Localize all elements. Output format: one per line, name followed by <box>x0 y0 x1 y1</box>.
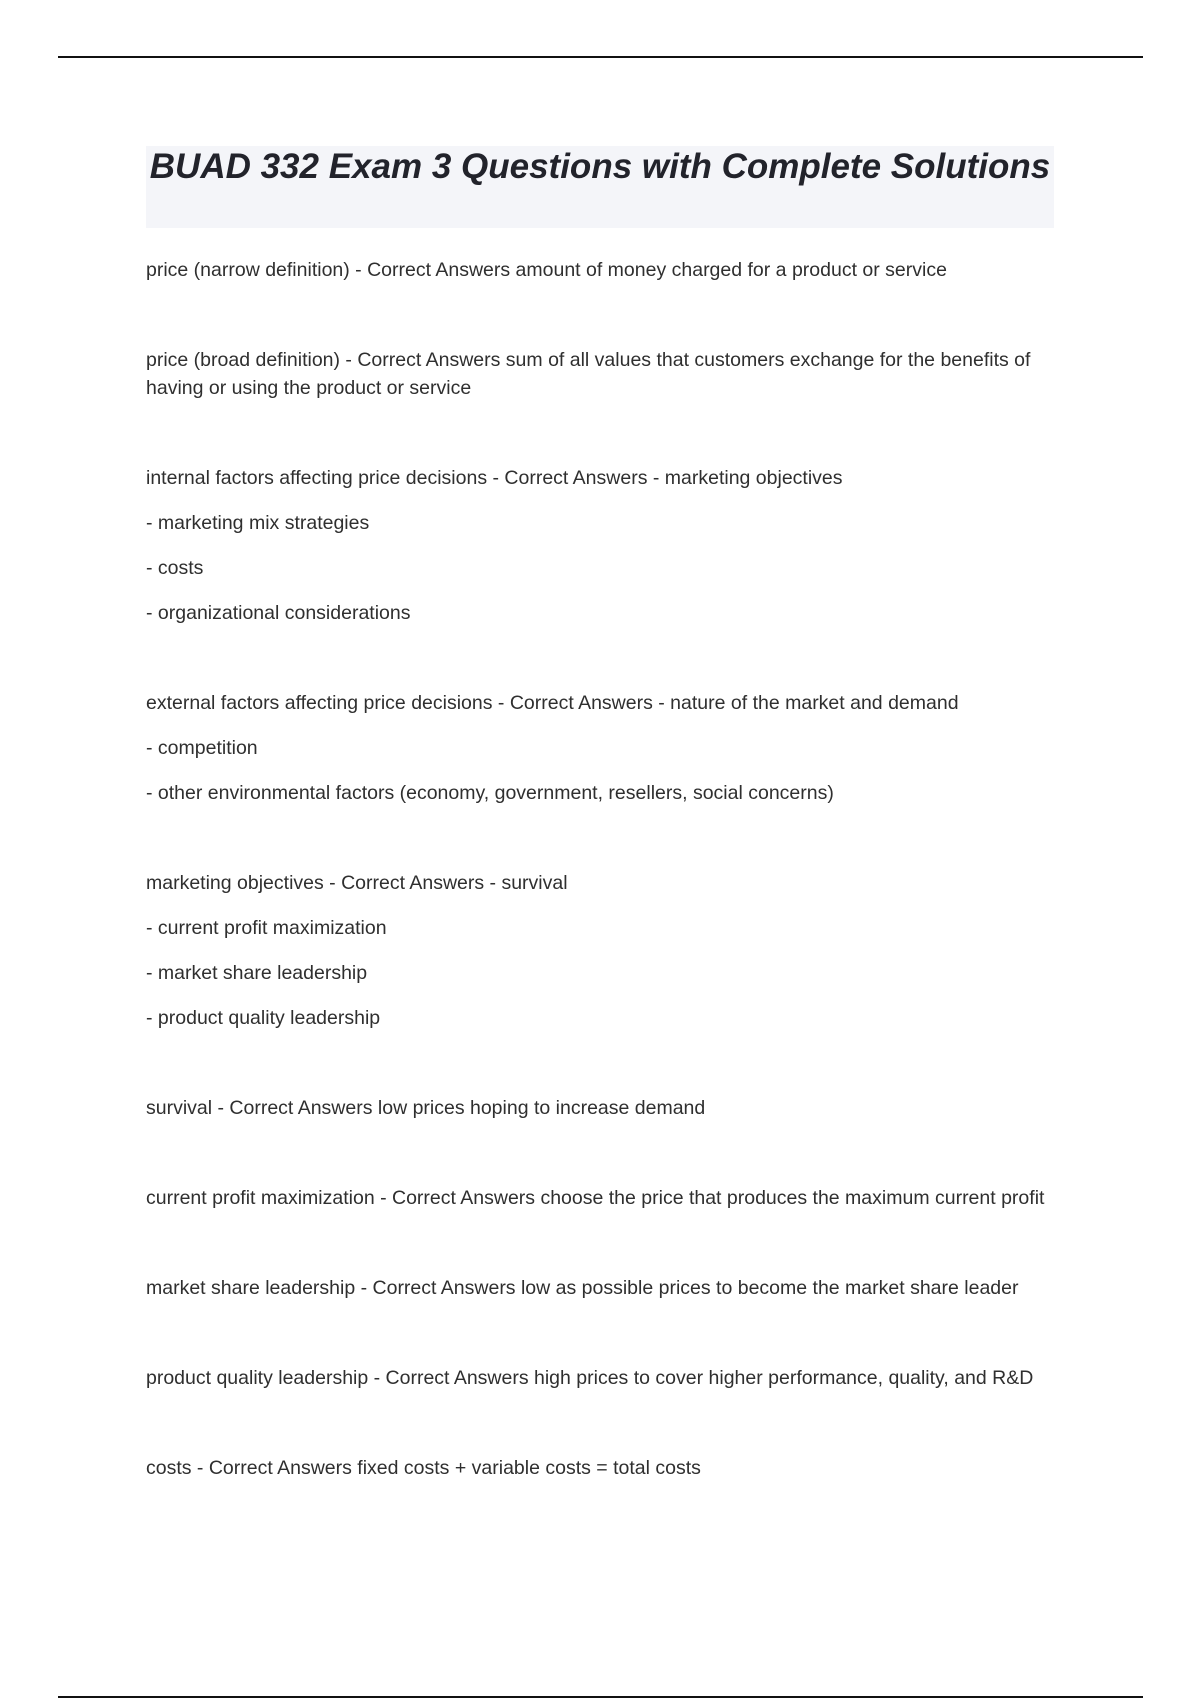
qa-entry <box>146 256 1056 284</box>
qa-entry <box>146 1454 1056 1482</box>
title-banner <box>146 146 1054 228</box>
qa-text: current profit maximization - Correct Answers choose the price that produces the maximum current profit <box>146 1187 1045 1209</box>
qa-text: price (narrow definition) - Correct Answers amount of money charged for a product or service <box>146 259 947 281</box>
qa-bullet: - marketing mix strategies <box>146 512 370 534</box>
qa-entry <box>146 1274 1056 1302</box>
qa-entry <box>146 689 1056 807</box>
qa-text: price (broad definition) - Correct Answers sum of all values that customers exchange for the benefits of having or using the product or service <box>146 349 1031 399</box>
qa-bullet: - costs <box>146 557 204 579</box>
qa-list <box>146 256 1056 1482</box>
qa-text: external factors affecting price decisions - Correct Answers - nature of the market and demand <box>146 692 959 714</box>
qa-bullet: - product quality leadership <box>146 1007 381 1029</box>
qa-bullet: - other environmental factors (economy, government, resellers, social concerns) <box>146 782 834 804</box>
qa-bullet: - organizational considerations <box>146 602 411 624</box>
qa-bullet: - market share leadership <box>146 962 368 984</box>
qa-entry <box>146 1094 1056 1122</box>
qa-entry <box>146 869 1056 1032</box>
document-title: BUAD 332 Exam 3 Questions with Complete Solutions <box>149 147 1051 186</box>
top-divider <box>58 56 1143 58</box>
qa-entry <box>146 1184 1056 1212</box>
qa-text: market share leadership - Correct Answers low as possible prices to become the market share leader <box>146 1277 1019 1299</box>
qa-text: product quality leadership - Correct Answers high prices to cover higher performance, quality, and R&D <box>146 1367 1034 1389</box>
qa-entry <box>146 464 1056 627</box>
bottom-divider <box>58 1696 1143 1698</box>
qa-text: costs - Correct Answers fixed costs + variable costs = total costs <box>146 1457 701 1479</box>
qa-text: survival - Correct Answers low prices hoping to increase demand <box>146 1097 706 1119</box>
qa-bullet: - competition <box>146 737 258 759</box>
qa-entry <box>146 346 1056 402</box>
qa-text: marketing objectives - Correct Answers - survival <box>146 872 568 894</box>
qa-entry <box>146 1364 1056 1392</box>
qa-text: internal factors affecting price decisions - Correct Answers - marketing objectives <box>146 467 843 489</box>
qa-bullet: - current profit maximization <box>146 917 387 939</box>
